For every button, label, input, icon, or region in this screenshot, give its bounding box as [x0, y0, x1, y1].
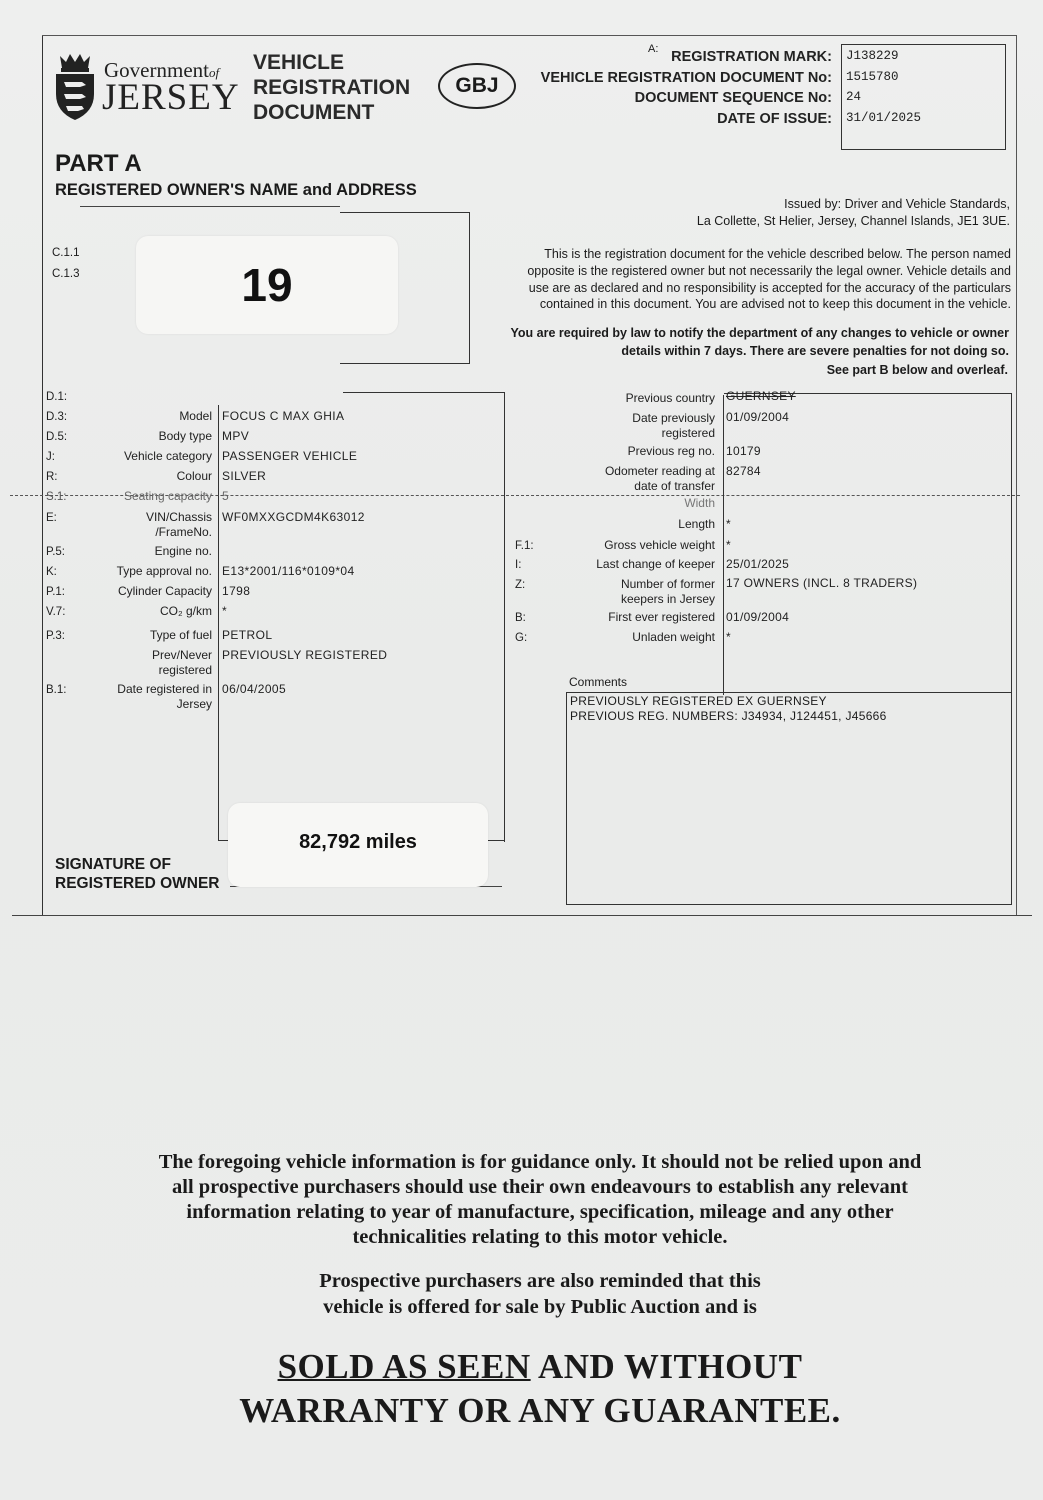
jersey-text: JERSEY: [102, 77, 240, 118]
field-code: R:: [46, 471, 58, 483]
model-value: FOCUS C MAX GHIA: [222, 409, 345, 423]
length-value: *: [726, 517, 731, 531]
type-approval-value: E13*2001/116*0109*04: [222, 564, 355, 578]
issuer-address: Issued by: Driver and Vehicle Standards, La Collette, St Helier, Jersey, Channel Islands, JE1 3UE.: [696, 197, 1010, 228]
co2-label: CO₂ g/km: [160, 604, 212, 618]
sold-as-seen-notice: SOLD AS SEEN AND WITHOUT WARRANTY OR ANY GUARANTEE.: [239, 1347, 841, 1430]
co2-value: *: [222, 604, 228, 618]
document-sequence: 24: [846, 90, 862, 104]
date-prev-registered-value: 01/09/2004: [726, 410, 790, 424]
colour-value: SILVER: [222, 469, 267, 483]
field-code: E:: [46, 512, 57, 524]
last-change-keeper-value: 25/01/2025: [726, 557, 790, 571]
comments-label: Comments: [569, 675, 628, 689]
field-code: J:: [46, 451, 55, 463]
field-code: Z:: [515, 579, 526, 591]
field-code: S.1:: [46, 491, 67, 503]
colour-label: Colour: [176, 469, 212, 483]
body-type-value: MPV: [222, 429, 250, 443]
document-title: VEHICLE REGISTRATION DOCUMENT: [253, 51, 411, 124]
field-code: P.1:: [46, 586, 65, 598]
field-code: D.1:: [46, 391, 68, 403]
form-border-top: [42, 35, 1017, 36]
former-keepers-label: Number of former keepers in Jersey: [620, 577, 715, 606]
signature-label: SIGNATURE OF REGISTERED OWNER: [55, 856, 220, 892]
gross-weight-value: *: [726, 538, 731, 552]
date-registered-label: Date registered in Jersey: [117, 682, 212, 711]
cylinder-capacity-value: 1798: [222, 584, 251, 598]
seating-capacity-value: 5: [222, 489, 230, 503]
vehicle-category-label: Vehicle category: [123, 449, 212, 463]
cylinder-capacity-label: Cylinder Capacity: [117, 584, 212, 598]
field-code: P.3:: [46, 630, 65, 642]
previous-country-label: Previous country: [625, 391, 715, 405]
date-of-issue: 31/01/2025: [846, 110, 922, 125]
vin-label: VIN/Chassis /FrameNo.: [145, 510, 212, 539]
lot-number-sticker: 19: [136, 236, 398, 334]
form-border-left: [42, 35, 43, 915]
registration-notice: This is the registration document for the vehicle described below. The person named opposite is the registered owner but not necessarily the legal owner. Vehicle details and use are as declared and no responsibility is accepted for the accuracy of the particulars contained in this document. You are advised not to keep this document in the vehicle.: [527, 247, 1011, 312]
owner-heading: REGISTERED OWNER'S NAME and ADDRESS: [55, 181, 417, 199]
previous-country-value: GUERNSEY: [726, 389, 796, 403]
field-code: D.3:: [46, 411, 68, 423]
document-number: 1515780: [846, 69, 899, 84]
prev-registered-value: PREVIOUSLY REGISTERED: [222, 648, 388, 662]
country-code-oval: GBJ: [438, 63, 516, 109]
gross-weight-label: Gross vehicle weight: [604, 538, 715, 552]
previous-reg-label: Previous reg no.: [627, 444, 715, 458]
fuel-type-value: PETROL: [222, 628, 273, 642]
field-code: D.5:: [46, 431, 68, 443]
width-label: Width: [684, 496, 715, 510]
field-code: B.1:: [46, 684, 67, 696]
comments-text: PREVIOUSLY REGISTERED EX GUERNSEY PREVIOUS REG. NUMBERS: J34934, J124451, J45666: [570, 694, 887, 723]
seating-capacity-label: Seating capacity: [123, 489, 212, 503]
odometer-value: 82784: [726, 464, 761, 478]
field-code: I:: [515, 559, 522, 571]
disclaimer-paragraph: The foregoing vehicle information is for guidance only. It should not be relied upon and all prospective purchasers should use their own endeavours to establish any relevant information relating to year of manufacture, specification, mileage and any other technicalities relating to this motor vehicle.: [158, 1151, 922, 1248]
legal-notice: You are required by law to notify the department of any changes to vehicle or owner details within 7 days. There are severe penalties for not doing so.: [510, 326, 1009, 358]
date-registered-value: 06/04/2005: [222, 682, 287, 696]
registration-mark: J138229: [846, 49, 899, 63]
unladen-weight-value: *: [726, 630, 731, 644]
mileage-sticker: 82,792 miles: [228, 803, 488, 887]
auction-reminder: Prospective purchasers are also reminded that this vehicle is offered for sale by Public Auction and is: [319, 1270, 761, 1318]
owner-field-codes: C.1.1 C.1.3: [52, 247, 80, 280]
first-registered-label: First ever registered: [608, 610, 715, 624]
divider: [80, 206, 340, 207]
government-of-text: Governmentof: [104, 58, 220, 82]
left-fields-divider: [218, 405, 219, 840]
see-part-b: See part B below and overleaf.: [826, 363, 1008, 377]
header-labels: REGISTRATION MARK: VEHICLE REGISTRATION DOCUMENT No: DOCUMENT SEQUENCE No: DATE OF ISSUE:: [540, 49, 832, 127]
field-code: B:: [515, 612, 526, 624]
field-code: V.7:: [46, 606, 66, 618]
odometer-label: Odometer reading at date of transfer: [604, 464, 715, 493]
form-border-right: [1016, 35, 1017, 915]
header-values: [846, 46, 921, 128]
prev-registered-label: Prev/Never registered: [151, 648, 212, 677]
last-change-keeper-label: Last change of keeper: [596, 557, 715, 571]
body-type-label: Body type: [158, 429, 212, 443]
field-code: F.1:: [515, 540, 534, 552]
field-code: K:: [46, 566, 57, 578]
previous-reg-value: 10179: [726, 444, 761, 458]
engine-no-label: Engine no.: [154, 544, 212, 558]
form-border-bottom: [12, 915, 1032, 916]
type-approval-label: Type approval no.: [116, 564, 212, 578]
length-label: Length: [678, 517, 715, 531]
left-fields-frame: [343, 392, 505, 842]
first-registered-value: 01/09/2004: [726, 610, 790, 624]
vin-value: WF0MXXGCDM4K63012: [222, 510, 365, 524]
field-code: P.5:: [46, 546, 65, 558]
jersey-crest-icon: [52, 52, 98, 122]
vehicle-category-value: PASSENGER VEHICLE: [222, 449, 358, 463]
right-fields-divider: [723, 395, 724, 695]
part-a-title: PART A: [55, 150, 142, 177]
field-code: G:: [515, 632, 528, 644]
former-keepers-value: 17 OWNERS (INCL. 8 TRADERS): [726, 576, 918, 590]
field-code-a: A:: [648, 43, 659, 55]
unladen-weight-label: Unladen weight: [632, 630, 715, 644]
fuel-type-label: Type of fuel: [149, 628, 212, 642]
model-label: Model: [179, 409, 212, 423]
date-prev-registered-label: Date previously registered: [632, 411, 715, 440]
